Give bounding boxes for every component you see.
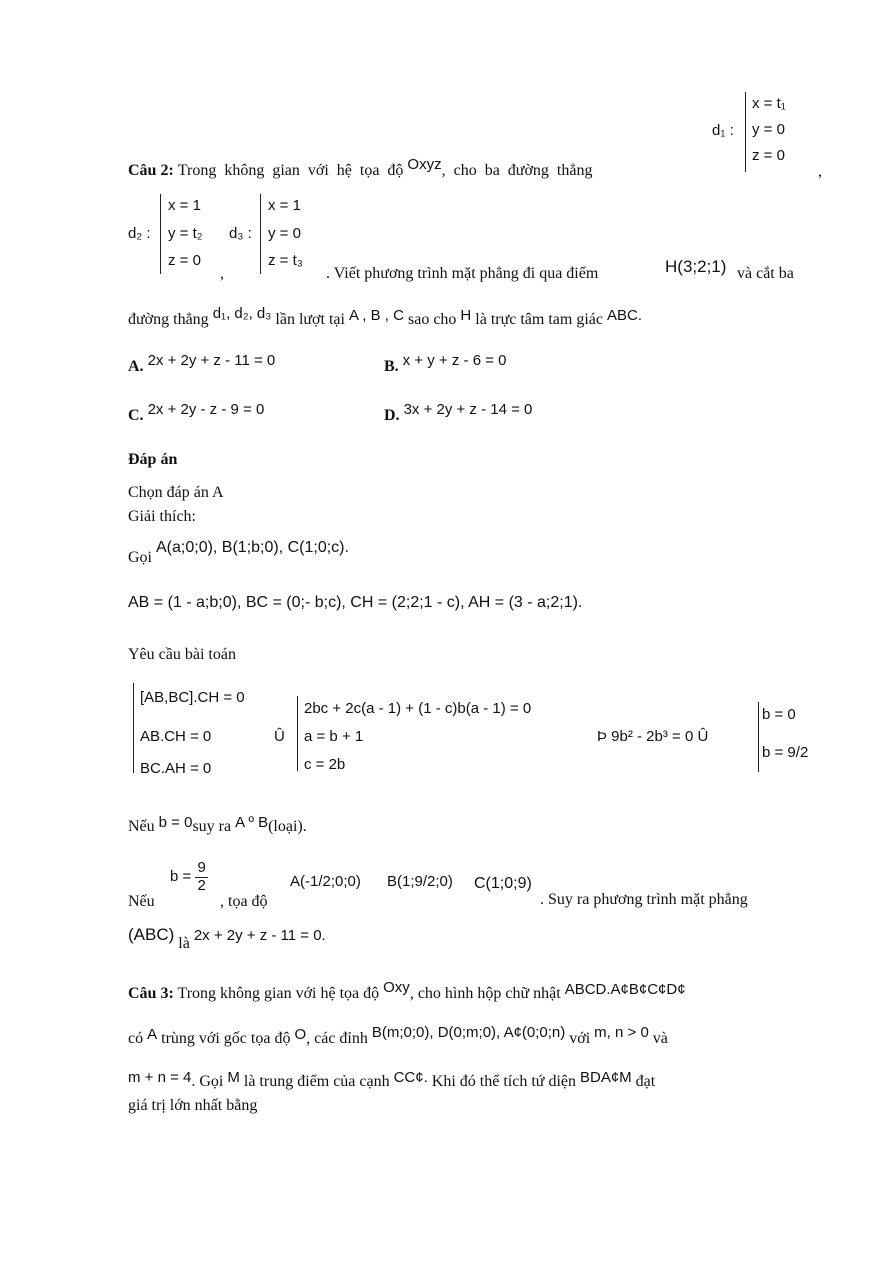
- fraction-9-2: [195, 860, 207, 894]
- vectors-line: AB = (1 - a;b;0), BC = (0;- b;c), CH = (2;2;1 - c), AH = (3 - a;2;1).: [128, 594, 583, 611]
- point-c: C(1;0;9): [474, 875, 532, 892]
- la-word: là: [178, 935, 190, 952]
- d3-line1: x = 1: [268, 197, 301, 214]
- q2-line2: [128, 305, 643, 329]
- option-d-eq: 3x + 2y + z - 14 = 0: [403, 401, 533, 418]
- final-equation: 2x + 2y + z - 11 = 0.: [193, 927, 326, 944]
- option-c-eq: 2x + 2y - z - 9 = 0: [147, 401, 265, 418]
- sys1-line3: BC.AH = 0: [140, 760, 212, 777]
- q2-line2-c: sao cho: [407, 311, 457, 328]
- q2-system: Oxyz: [407, 156, 442, 173]
- q3-a: A: [147, 1026, 158, 1043]
- suyra-word: suy ra: [192, 818, 232, 835]
- d2-line1: x = 1: [168, 197, 201, 214]
- goi-word: Gọi: [128, 549, 152, 566]
- q3-label: Câu 3:: [128, 985, 174, 1002]
- d2-label: d₂ :: [128, 225, 151, 242]
- sys2-line3: c = 2b: [304, 756, 346, 773]
- q3-o: O: [294, 1026, 307, 1043]
- neu-b0: [128, 814, 307, 836]
- sys2-line2: a = b + 1: [304, 728, 364, 745]
- option-a[interactable]: [128, 352, 276, 376]
- q2-text4: và cắt ba: [737, 265, 794, 282]
- answer-explain: Giải thích:: [128, 508, 196, 525]
- q3-voi: với: [569, 1030, 591, 1047]
- answer-goi: [128, 539, 349, 567]
- goi-points: A(a;0;0), B(1;b;0), C(1;0;c).: [156, 539, 349, 556]
- q3-text1: Trong không gian với hệ tọa độ: [177, 985, 380, 1002]
- option-c-key: C.: [128, 407, 144, 424]
- d3-label: d₃ :: [229, 225, 252, 242]
- q3-line4: giá trị lớn nhất bằng: [128, 1097, 258, 1114]
- d1-label: d₁ :: [712, 122, 734, 139]
- q3-cc: CC¢.: [393, 1069, 428, 1086]
- requirement: Yêu cầu bài toán: [128, 646, 236, 663]
- q2-label: Câu 2:: [128, 162, 174, 179]
- d1-line3: z = 0: [752, 147, 785, 164]
- q2-h: H: [460, 307, 472, 324]
- final-line: [128, 925, 326, 952]
- frac-num: 9: [197, 859, 206, 876]
- point-a: A(-1/2;0;0): [290, 873, 361, 890]
- option-b-key: B.: [384, 358, 399, 375]
- neu1-word: Nếu: [128, 818, 155, 835]
- q3-text2: , cho hình hộp chữ nhật: [409, 985, 561, 1002]
- q3-l3b: là trung điểm của cạnh: [243, 1073, 390, 1090]
- q2-lines: d₁, d₂, d₃: [212, 305, 272, 322]
- loai-word: (loại).: [268, 818, 307, 835]
- q3-l2b: trùng với gốc tọa độ: [161, 1030, 291, 1047]
- b-nine-halves: [170, 860, 208, 894]
- d2-comma: ,: [220, 265, 224, 282]
- q2-line2-a: đường thẳng: [128, 311, 209, 328]
- option-a-key: A.: [128, 358, 144, 375]
- point-h: H(3;2;1): [665, 257, 727, 276]
- sys2-line1: 2bc + 2c(a - 1) + (1 - c)b(a - 1) = 0: [304, 700, 532, 717]
- point-b: B(1;9/2;0): [387, 873, 453, 890]
- option-c[interactable]: [128, 401, 265, 425]
- d1-line2: y = 0: [752, 121, 785, 138]
- solution-2: b = 9/2: [762, 744, 809, 761]
- sys1-line2: AB.CH = 0: [140, 728, 212, 745]
- q3-line2: [128, 1024, 668, 1048]
- q3-sum: m + n = 4: [128, 1069, 192, 1086]
- option-a-eq: 2x + 2y + z - 11 = 0: [147, 352, 276, 369]
- d3-line2: y = 0: [268, 225, 301, 242]
- solution-1: b = 0: [762, 706, 796, 723]
- q3-line3: [128, 1069, 656, 1091]
- q3-cond: m, n > 0: [594, 1024, 649, 1041]
- option-d-key: D.: [384, 407, 400, 424]
- neu2-word: Nếu: [128, 893, 155, 910]
- q2-text1: Trong không gian với hệ tọa độ: [177, 162, 404, 179]
- q2-text3: . Viết phương trình mặt phẳng đi qua điểm: [326, 265, 599, 282]
- a-eq-b: A º B: [235, 814, 269, 831]
- q3-l3c: Khi đó thể tích tứ diện: [431, 1073, 576, 1090]
- q3-l3d: đạt: [635, 1073, 656, 1090]
- q2-abc: ABC.: [607, 307, 643, 324]
- q3-line1: [128, 979, 686, 1003]
- q3-system: Oxy: [383, 979, 410, 996]
- plane-abc: (ABC): [128, 925, 175, 944]
- d2-line2: y = t₂: [168, 225, 203, 242]
- q3-tetrahedron: BDA¢M: [579, 1069, 632, 1086]
- b0-eq: b = 0: [158, 814, 193, 831]
- b92-lhs: b =: [170, 867, 192, 885]
- frac-den: 2: [197, 876, 206, 894]
- option-b-eq: x + y + z - 6 = 0: [402, 352, 507, 369]
- implies-line: Þ 9b² - 2b³ = 0 Û: [597, 728, 709, 745]
- answer-heading: Đáp án: [128, 451, 178, 468]
- sys1-line1: [AB,BC].CH = 0: [140, 689, 245, 706]
- toado-word: , tọa độ: [220, 893, 268, 910]
- q2-line2-b: lần lượt tại: [275, 311, 345, 328]
- d3-line3: z = t₃: [268, 252, 303, 269]
- q2-line2-d: là trực tâm tam giác: [475, 311, 603, 328]
- q2-text2: , cho ba đường thẳng: [441, 162, 593, 179]
- q3-box: ABCD.A¢B¢C¢D¢: [564, 981, 686, 998]
- q3-l2a: có: [128, 1030, 144, 1047]
- q2-points: A , B , C: [348, 307, 404, 324]
- q2-line1: [128, 156, 593, 180]
- d1-line1: x = t₁: [752, 95, 786, 112]
- q3-l2c: , các đỉnh: [306, 1030, 368, 1047]
- q3-va: và: [652, 1030, 668, 1047]
- answer-choice: Chọn đáp án A: [128, 484, 224, 501]
- option-d[interactable]: [384, 401, 533, 425]
- q3-l3a: . Gọi: [191, 1073, 224, 1090]
- equiv-symbol: Û: [274, 728, 285, 745]
- q3-m: M: [227, 1069, 240, 1086]
- option-b[interactable]: [384, 352, 507, 376]
- suyra-pt: . Suy ra phương trình mặt phẳng: [540, 891, 748, 908]
- q3-vertices: B(m;0;0), D(0;m;0), A¢(0;0;n): [371, 1024, 566, 1041]
- d1-comma: ,: [818, 163, 822, 180]
- d2-line3: z = 0: [168, 252, 201, 269]
